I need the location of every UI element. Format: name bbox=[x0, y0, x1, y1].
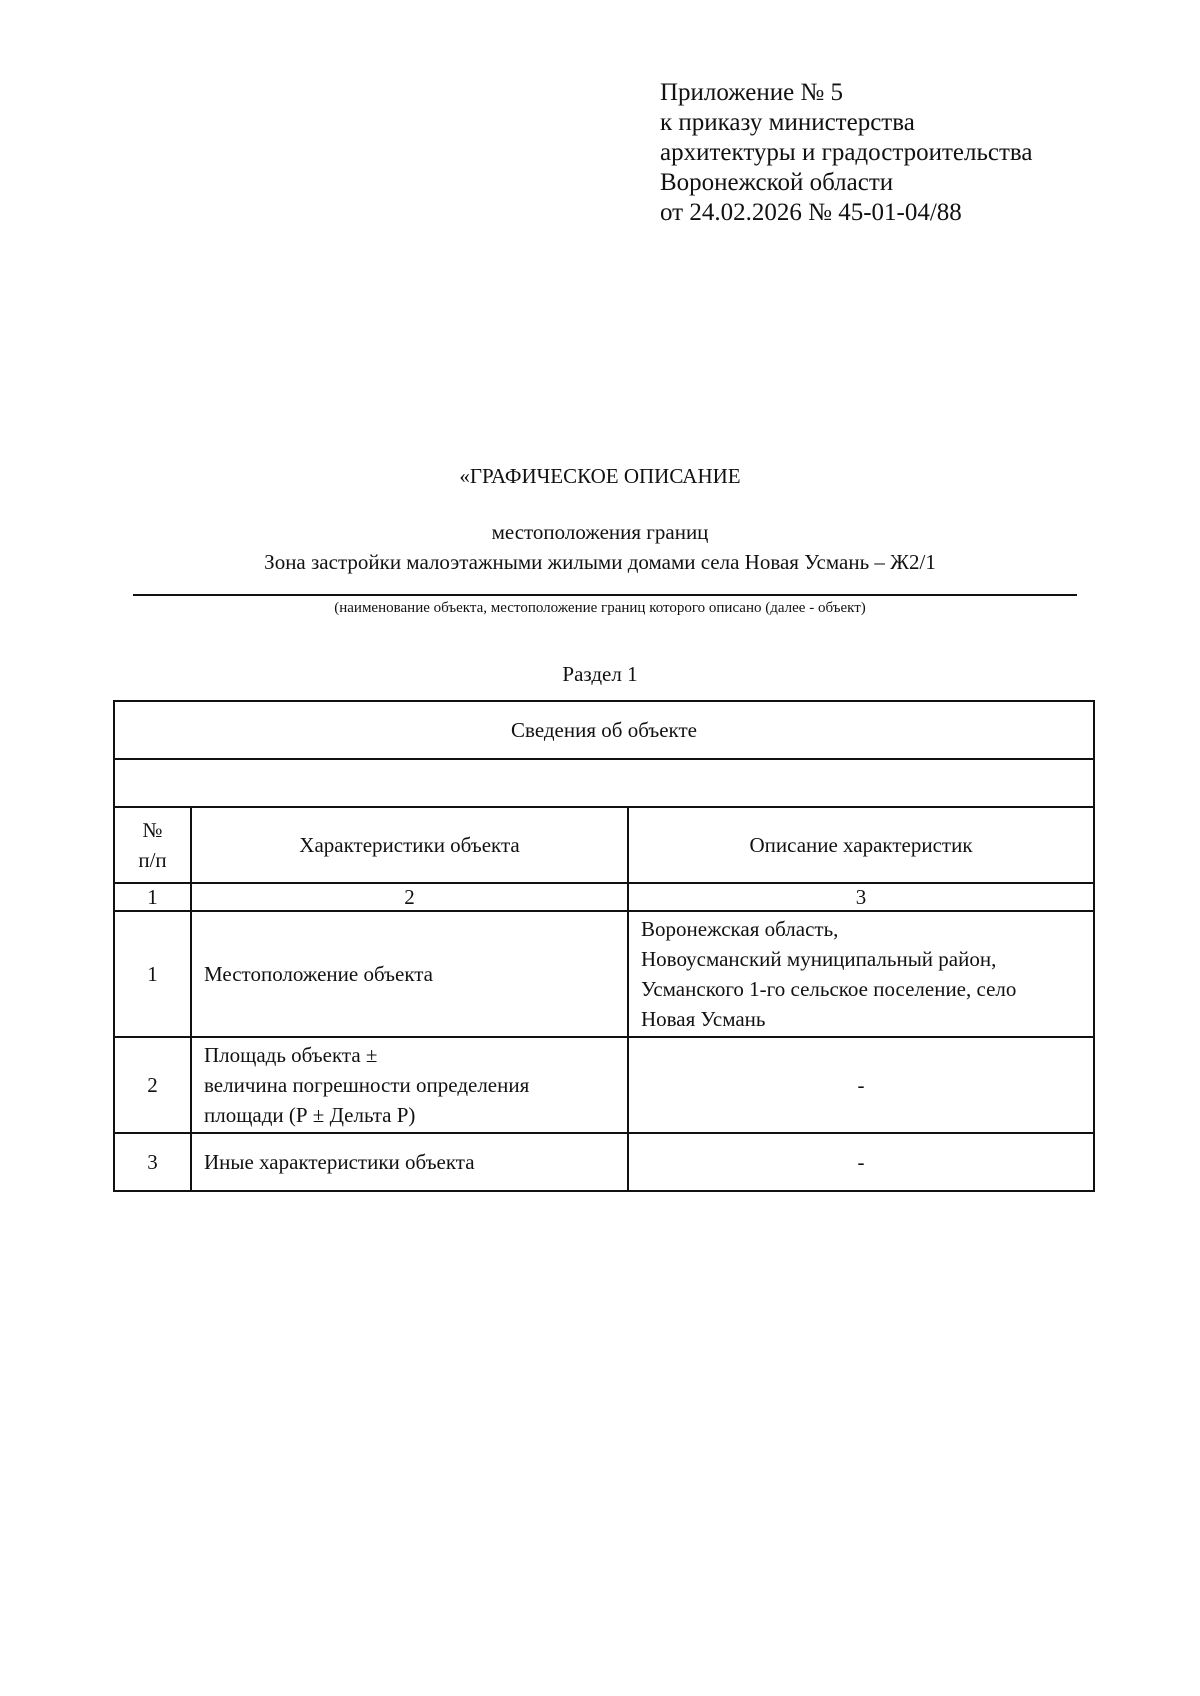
document-subtitle bbox=[0, 517, 1200, 577]
appendix-header bbox=[660, 78, 1160, 228]
table-row bbox=[114, 1133, 1094, 1191]
row-description: Воронежская область, Новоусманский муниципальный район, Усманского 1-го сельское поселение, село Новая Усмань bbox=[628, 911, 1094, 1037]
column-number: 1 bbox=[114, 883, 191, 911]
subtitle-line: местоположения границ bbox=[491, 520, 709, 544]
column-number-row bbox=[114, 883, 1094, 911]
row-num: 1 bbox=[114, 911, 191, 1037]
table-row bbox=[114, 911, 1094, 1037]
appendix-line: Приложение № 5 bbox=[660, 79, 844, 106]
table-empty-row bbox=[114, 759, 1094, 807]
table-title-row bbox=[114, 701, 1094, 759]
row-description: - bbox=[628, 1037, 1094, 1133]
header-num: № п/п bbox=[114, 807, 191, 883]
object-name-underline bbox=[133, 594, 1077, 596]
row-description: - bbox=[628, 1133, 1094, 1191]
table-title: Сведения об объекте bbox=[114, 701, 1094, 759]
appendix-line: Воронежской области bbox=[660, 169, 894, 196]
row-num: 3 bbox=[114, 1133, 191, 1191]
object-name: Зона застройки малоэтажными жилыми домами села Новая Усмань – Ж2/1 bbox=[264, 550, 936, 574]
section-heading: Раздел 1 bbox=[562, 662, 638, 686]
object-info-table bbox=[113, 700, 1095, 1192]
row-characteristic: Площадь объекта ± величина погрешности определения площади (Р ± Дельта Р) bbox=[191, 1037, 628, 1133]
appendix-line: от 24.02.2026 № 45-01-04/88 bbox=[660, 199, 962, 226]
row-num: 2 bbox=[114, 1037, 191, 1133]
object-name-caption: (наименование объекта, местоположение границ которого описано (далее - объект) bbox=[334, 600, 866, 616]
column-number: 3 bbox=[628, 883, 1094, 911]
header-characteristic: Характеристики объекта bbox=[191, 807, 628, 883]
row-characteristic: Иные характеристики объекта bbox=[191, 1133, 628, 1191]
table-row bbox=[114, 1037, 1094, 1133]
document-title: «ГРАФИЧЕСКОЕ ОПИСАНИЕ bbox=[459, 464, 741, 488]
row-characteristic: Местоположение объекта bbox=[191, 911, 628, 1037]
table-header-row bbox=[114, 807, 1094, 883]
header-description: Описание характеристик bbox=[628, 807, 1094, 883]
appendix-line: архитектуры и градостроительства bbox=[660, 139, 1033, 166]
column-number: 2 bbox=[191, 883, 628, 911]
empty-cell bbox=[114, 759, 1094, 807]
appendix-line: к приказу министерства bbox=[660, 109, 915, 136]
